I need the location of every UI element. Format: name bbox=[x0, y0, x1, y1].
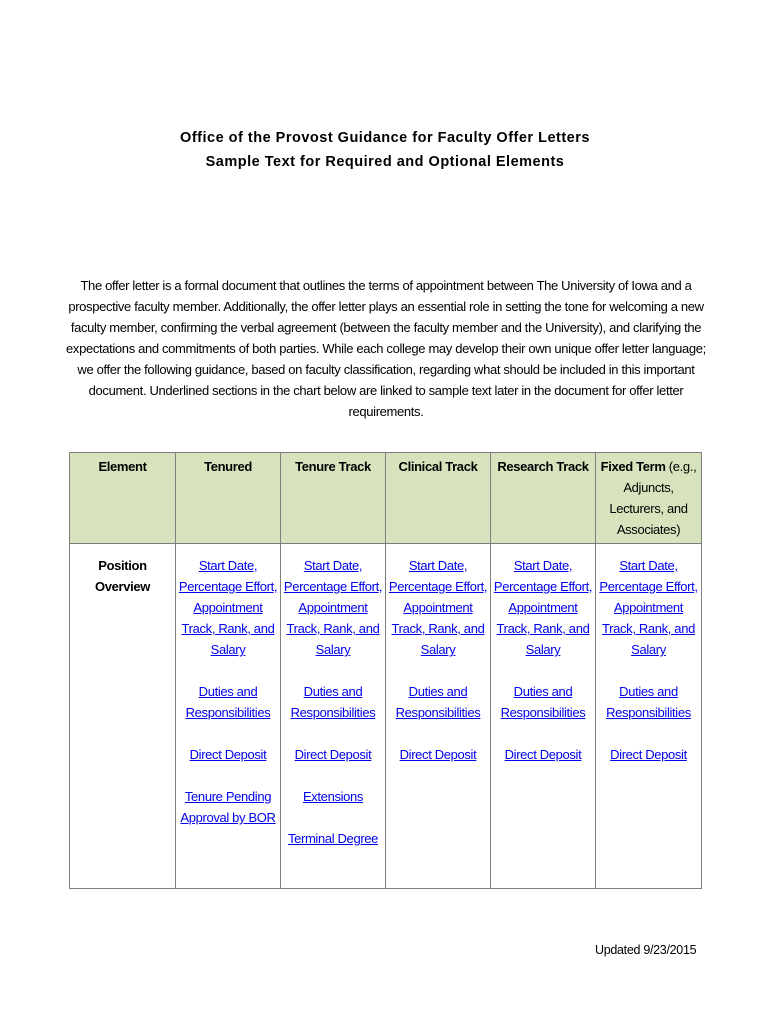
link-group bbox=[283, 555, 383, 660]
link-extensions[interactable]: Extensions bbox=[302, 789, 364, 804]
header-tenured: Tenured bbox=[176, 453, 281, 544]
link-duties-and-responsibilities[interactable]: Duties and Responsibilities bbox=[290, 684, 376, 720]
title-line-2: Sample Text for Required and Optional Elements bbox=[205, 154, 565, 170]
link-start-date[interactable]: Start Date, Percentage Effort, Appointment Track, Rank, and Salary bbox=[599, 558, 698, 657]
cell-clinical-track bbox=[386, 544, 491, 889]
link-group bbox=[388, 555, 488, 660]
cell-tenure-track bbox=[281, 544, 386, 889]
link-direct-deposit[interactable]: Direct Deposit bbox=[610, 747, 687, 762]
guidance-table bbox=[69, 452, 702, 889]
link-direct-deposit[interactable]: Direct Deposit bbox=[399, 747, 477, 762]
cell-research-track bbox=[491, 544, 596, 889]
document-title bbox=[0, 126, 770, 174]
link-group bbox=[493, 744, 593, 765]
link-group bbox=[283, 786, 383, 807]
row-label-position-overview: Position Overview bbox=[70, 544, 176, 889]
link-duties-and-responsibilities[interactable]: Duties and Responsibilities bbox=[395, 684, 481, 720]
link-group bbox=[598, 555, 699, 660]
link-group bbox=[178, 555, 278, 660]
header-tenure-track: Tenure Track bbox=[281, 453, 386, 544]
link-start-date[interactable]: Start Date, Percentage Effort, Appointment Track, Rank, and Salary bbox=[283, 558, 383, 657]
updated-date: Updated 9/23/2015 bbox=[595, 943, 697, 957]
link-group bbox=[493, 681, 593, 723]
title-line-1: Office of the Provost Guidance for Faculty Offer Letters bbox=[180, 130, 590, 146]
link-group bbox=[283, 681, 383, 723]
link-tenure-pending-approval-by-bor[interactable]: Tenure Pending Approval by BOR bbox=[180, 789, 276, 825]
header-element: Element bbox=[70, 453, 176, 544]
table-header-row bbox=[70, 453, 702, 544]
link-group bbox=[283, 828, 383, 849]
link-group bbox=[388, 744, 488, 765]
link-duties-and-responsibilities[interactable]: Duties and Responsibilities bbox=[606, 684, 691, 720]
cell-fixed-term bbox=[596, 544, 702, 889]
link-duties-and-responsibilities[interactable]: Duties and Responsibilities bbox=[185, 684, 271, 720]
header-fixed-term-note: (e.g., Adjuncts, Lecturers, and Associates) bbox=[609, 459, 697, 537]
link-direct-deposit[interactable]: Direct Deposit bbox=[294, 747, 372, 762]
header-clinical-track: Clinical Track bbox=[386, 453, 491, 544]
link-start-date[interactable]: Start Date, Percentage Effort, Appointment Track, Rank, and Salary bbox=[178, 558, 278, 657]
link-direct-deposit[interactable]: Direct Deposit bbox=[189, 747, 267, 762]
cell-tenured bbox=[176, 544, 281, 889]
link-group bbox=[598, 744, 699, 765]
header-fixed-term-label: Fixed Term bbox=[600, 459, 666, 474]
link-direct-deposit[interactable]: Direct Deposit bbox=[504, 747, 582, 762]
header-research-track: Research Track bbox=[491, 453, 596, 544]
link-start-date[interactable]: Start Date, Percentage Effort, Appointment Track, Rank, and Salary bbox=[388, 558, 488, 657]
link-group bbox=[388, 681, 488, 723]
link-terminal-degree[interactable]: Terminal Degree bbox=[287, 831, 379, 846]
table-row bbox=[70, 544, 702, 889]
link-group bbox=[598, 681, 699, 723]
link-group bbox=[178, 786, 278, 828]
link-group bbox=[178, 744, 278, 765]
header-fixed-term bbox=[596, 453, 702, 544]
intro-paragraph: The offer letter is a formal document that outlines the terms of appointment between The University of Iowa and a prospective faculty member. Additionally, the offer letter plays an essential role in setting the tone for welcoming a new faculty member, confirming the verbal agreement (between the faculty member and the University), and clarifying the expectations and commitments of both parties. While each college may develop their own unique offer letter language; we offer the following guidance, based on faculty classification, regarding what should be included in this important document. Underlined sections in the chart below are linked to sample text later in the document for offer letter requirements. bbox=[66, 278, 706, 419]
link-start-date[interactable]: Start Date, Percentage Effort, Appointment Track, Rank, and Salary bbox=[493, 558, 593, 657]
link-duties-and-responsibilities[interactable]: Duties and Responsibilities bbox=[500, 684, 586, 720]
link-group bbox=[283, 744, 383, 765]
link-group bbox=[178, 681, 278, 723]
link-group bbox=[493, 555, 593, 660]
